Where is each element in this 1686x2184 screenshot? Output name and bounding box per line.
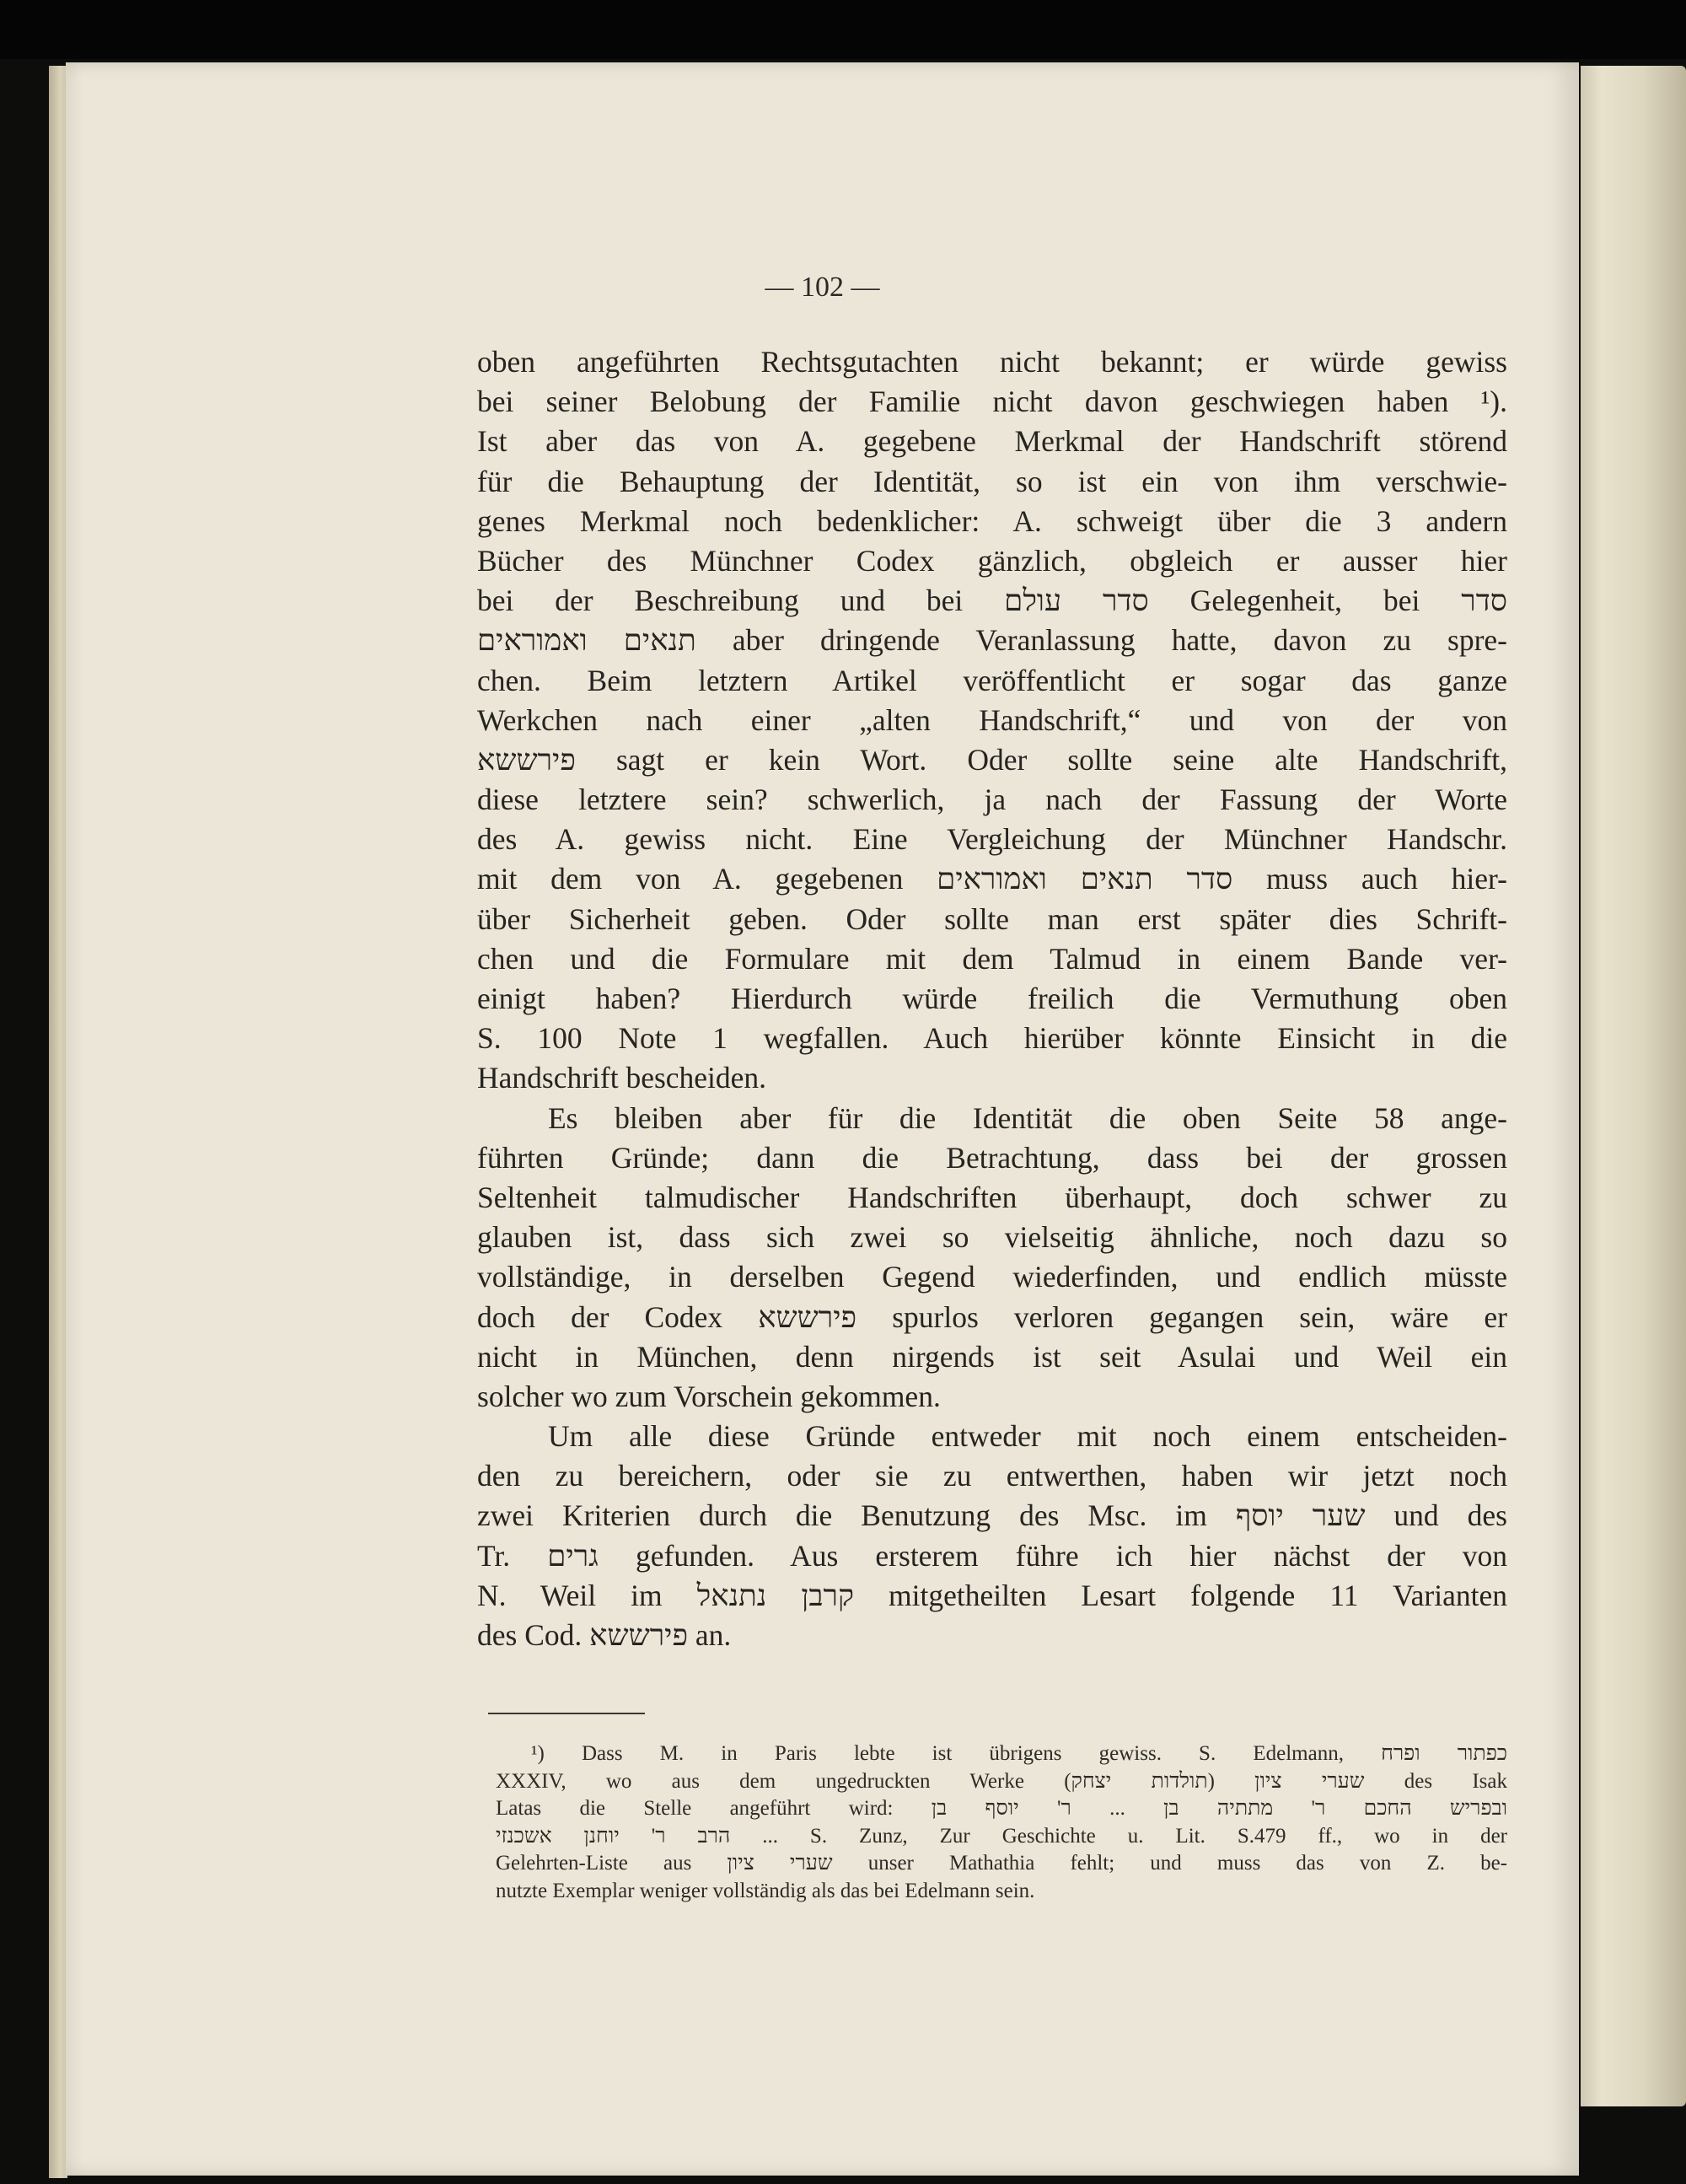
text-line: chen. Beim letztern Artikel veröffentlicht er sogar das ganze (477, 663, 1507, 697)
text-line: Werkchen nach einer „alten Handschrift,“ und von der von (477, 702, 1507, 737)
text-line: תנאים ואמוראים aber dringende Veranlassung hatte, davon zu spre- (477, 623, 1507, 658)
page-stack-edge (49, 66, 67, 2178)
paragraph-start-line: Es bleiben aber für die Identität die oben Seite 58 ange- (548, 1100, 1507, 1135)
text-line: N. Weil im קרבן נתנאל mitgetheilten Lesart folgende 11 Varianten (477, 1578, 1507, 1612)
text-line: des A. gewiss nicht. Eine Vergleichung der Münchner Handschr. (477, 822, 1507, 857)
footnote-divider (488, 1713, 645, 1714)
text-line: den zu bereichern, oder sie zu entwerthen, haben wir jetzt noch (477, 1459, 1507, 1493)
text-line: zwei Kriterien durch die Benutzung des Msc. im שער יוסף und des (477, 1498, 1507, 1533)
text-line: diese letztere sein? schwerlich, ja nach der Fassung der Worte (477, 783, 1507, 817)
text-line: bei der Beschreibung und bei סדר עולם Gelegenheit, bei סדר (477, 584, 1507, 618)
footnote-line: Gelehrten-Liste aus שערי ציון unser Mathathia fehlt; und muss das von Z. be- (496, 1852, 1507, 1875)
footnote-line: Latas die Stelle angeführt wird: ובפריש החכם ר' מתתיה בן ... ר' יוסף בן (496, 1797, 1507, 1820)
text-line: glauben ist, dass sich zwei so vielseitig ähnliche, noch dazu so (477, 1220, 1507, 1255)
footnotes (496, 1740, 1507, 1905)
text-line: Bücher des Münchner Codex gänzlich, obgleich er ausser hier (477, 543, 1507, 578)
text-line: des Cod. פירששא an. (477, 1618, 732, 1652)
text-line: Handschrift bescheiden. (477, 1061, 767, 1095)
text-line: einigt haben? Hierdurch würde freilich die Vermuthung oben (477, 982, 1507, 1015)
body-text (477, 342, 1507, 1655)
footnote-line: XXXIV, wo aus dem ungedruckten Werke שערי ציון (תולדות יצחק) des Isak (496, 1769, 1507, 1793)
text-line: Ist aber das von A. gegebene Merkmal der Handschrift störend (477, 424, 1507, 459)
footnote-line: ¹) Dass M. in Paris lebte ist übrigens gewiss. S. Edelmann, כפתור ופרח (531, 1742, 1507, 1765)
text-line: solcher wo zum Vorschein gekommen. (477, 1379, 941, 1413)
text-line: chen und die Formulare mit dem Talmud in einem Bande ver- (477, 941, 1507, 976)
text-line: Seltenheit talmudischer Handschriften überhaupt, doch schwer zu (477, 1180, 1507, 1214)
text-line: פירששא sagt er kein Wort. Oder sollte seine alte Handschrift, (477, 742, 1507, 777)
paragraph-start-line: Um alle diese Gründe entweder mit noch einem entscheiden- (548, 1419, 1507, 1454)
text-line: bei seiner Belobung der Familie nicht davon geschwiegen haben ¹). (477, 385, 1507, 419)
book-page (66, 62, 1579, 2176)
page-number: — 102 — (765, 272, 880, 303)
text-line: doch der Codex פירששא spurlos verloren gegangen sein, wäre er (477, 1299, 1507, 1334)
scan-background (0, 0, 1686, 59)
next-page-edge (1581, 66, 1686, 2106)
text-line: über Sicherheit geben. Oder sollte man erst später dies Schrift- (477, 901, 1507, 936)
text-line: S. 100 Note 1 wegfallen. Auch hierüber könnte Einsicht in die (477, 1021, 1507, 1056)
text-line: nicht in München, denn nirgends ist seit Asulai und Weil ein (477, 1339, 1507, 1374)
footnote-line: nutzte Exemplar weniger vollständig als das bei Edelmann sein. (496, 1879, 1035, 1902)
text-line: führten Gründe; dann die Betrachtung, dass bei der grossen (477, 1140, 1507, 1175)
text-line: genes Merkmal noch bedenklicher: A. schweigt über die 3 andern (477, 503, 1507, 538)
text-line: vollständige, in derselben Gegend wiederfinden, und endlich müsste (477, 1260, 1507, 1294)
text-line: oben angeführten Rechtsgutachten nicht bekannt; er würde gewiss (477, 345, 1507, 379)
footnote-line: הרב ר' יוחנן אשכנזי ... S. Zunz, Zur Geschichte u. Lit. S.479 ff., wo in der (496, 1824, 1507, 1848)
text-line: für die Behauptung der Identität, so ist ein von ihm verschwie- (477, 464, 1507, 498)
text-line: Tr. גרים gefunden. Aus ersterem führe ich hier nächst der von (477, 1538, 1507, 1573)
text-line: mit dem von A. gegebenen סדר תנאים ואמוראים muss auch hier- (477, 862, 1507, 896)
